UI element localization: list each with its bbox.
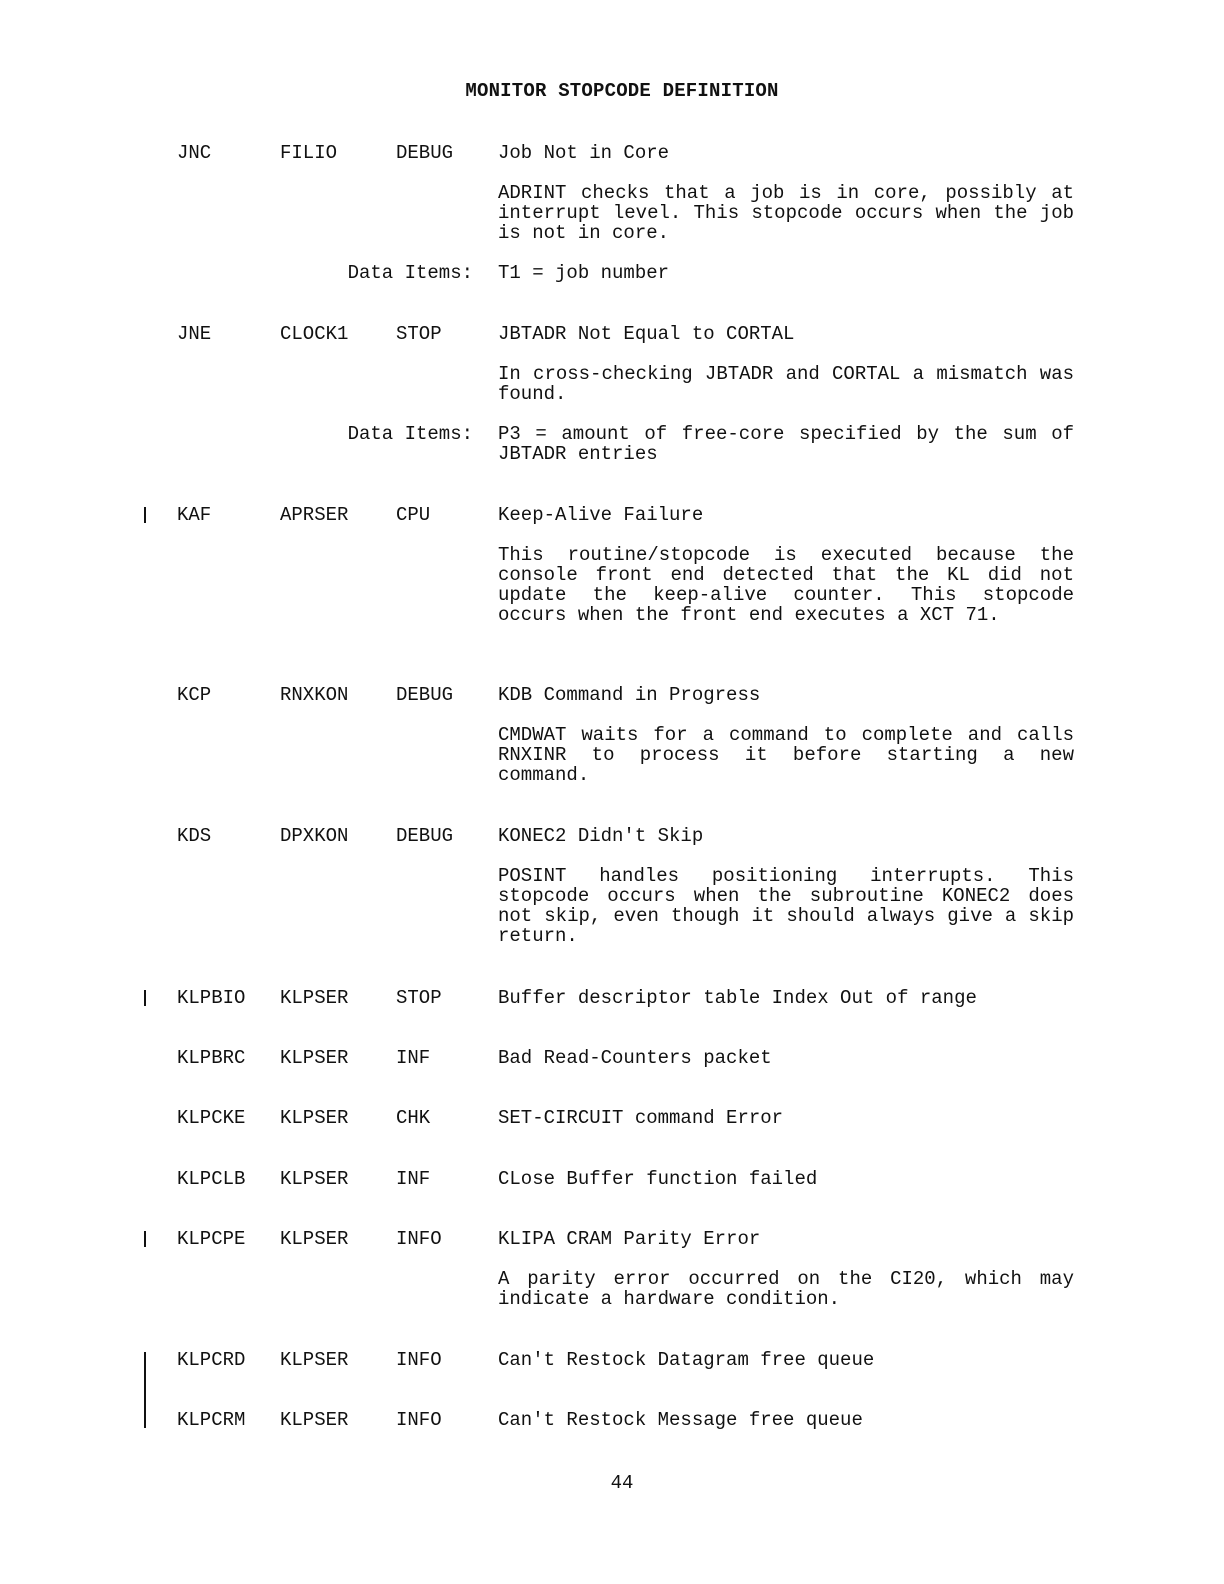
stopcode-name: KLPBRC — [177, 1047, 246, 1069]
stopcode-type: CPU — [396, 504, 431, 526]
stopcode-module: KLPSER — [280, 1228, 349, 1250]
stopcode-title: SET-CIRCUIT command Error — [498, 1107, 784, 1129]
data-items-label: Data Items: — [347, 262, 473, 284]
stopcode-module: KLPSER — [280, 1349, 349, 1371]
stopcode-name: KLPCRM — [177, 1409, 246, 1431]
stopcode-module: APRSER — [280, 504, 349, 526]
stopcode-module: KLPSER — [280, 1168, 349, 1190]
stopcode-type: DEBUG — [396, 684, 454, 706]
stopcode-title: Job Not in Core — [498, 142, 670, 164]
stopcode-type: STOP — [396, 987, 442, 1009]
stopcode-title: JBTADR Not Equal to CORTAL — [498, 323, 795, 345]
data-items-value: T1 = job number — [498, 262, 670, 284]
stopcode-type: INF — [396, 1047, 431, 1069]
stopcode-description: A parity error occurred on the CI20, which may indicate a hardware condition. — [498, 1268, 1074, 1310]
stopcode-module: KLPSER — [280, 1047, 349, 1069]
stopcode-description: In cross-checking JBTADR and CORTAL a mismatch was found. — [498, 363, 1074, 405]
stopcode-type: INFO — [396, 1409, 442, 1431]
stopcode-module: CLOCK1 — [280, 323, 349, 345]
stopcode-module: KLPSER — [280, 987, 349, 1009]
stopcode-type: DEBUG — [396, 142, 454, 164]
stopcode-name: JNC — [177, 142, 212, 164]
stopcode-name: JNE — [177, 323, 212, 345]
stopcode-name: KCP — [177, 684, 212, 706]
stopcode-description: CMDWAT waits for a command to complete and calls RNXINR to process it before starting a new command. — [498, 724, 1074, 786]
change-bar — [144, 1412, 146, 1428]
stopcode-name: KLPCPE — [177, 1228, 246, 1250]
stopcode-title: CLose Buffer function failed — [498, 1168, 818, 1190]
stopcode-name: KLPBIO — [177, 987, 246, 1009]
stopcode-name: KLPCLB — [177, 1168, 246, 1190]
page-number: 44 — [610, 1472, 634, 1494]
page-title: MONITOR STOPCODE DEFINITION — [465, 80, 779, 102]
stopcode-title: KONEC2 Didn't Skip — [498, 825, 704, 847]
stopcode-type: INFO — [396, 1228, 442, 1250]
stopcode-name: KAF — [177, 504, 212, 526]
stopcode-title: KDB Command in Progress — [498, 684, 761, 706]
stopcode-title: Buffer descriptor table Index Out of range — [498, 987, 977, 1009]
stopcode-module: DPXKON — [280, 825, 349, 847]
stopcode-name: KLPCKE — [177, 1107, 246, 1129]
stopcode-type: CHK — [396, 1107, 431, 1129]
stopcode-type: STOP — [396, 323, 442, 345]
stopcode-title: Bad Read-Counters packet — [498, 1047, 772, 1069]
stopcode-description: This routine/stopcode is executed because the console front end detected that the KL did not update the keep-alive counter. This stopcode occurs when the front end executes a XCT 71. — [498, 544, 1074, 626]
stopcode-description: POSINT handles positioning interrupts. This stopcode occurs when the subroutine KONEC2 does not skip, even though it should always give a skip return. — [498, 865, 1074, 947]
change-bar — [144, 1231, 146, 1247]
stopcode-module: RNXKON — [280, 684, 349, 706]
change-bar — [144, 1352, 146, 1420]
stopcode-type: INFO — [396, 1349, 442, 1371]
stopcode-title: Keep-Alive Failure — [498, 504, 704, 526]
stopcode-name: KDS — [177, 825, 212, 847]
stopcode-module: KLPSER — [280, 1409, 349, 1431]
stopcode-type: DEBUG — [396, 825, 454, 847]
data-items-value: P3 = amount of free-core specified by the sum of JBTADR entries — [498, 423, 1074, 465]
stopcode-title: Can't Restock Datagram free queue — [498, 1349, 875, 1371]
stopcode-module: FILIO — [280, 142, 338, 164]
stopcode-type: INF — [396, 1168, 431, 1190]
stopcode-module: KLPSER — [280, 1107, 349, 1129]
stopcode-title: KLIPA CRAM Parity Error — [498, 1228, 761, 1250]
data-items-label: Data Items: — [347, 423, 473, 445]
stopcode-title: Can't Restock Message free queue — [498, 1409, 863, 1431]
stopcode-name: KLPCRD — [177, 1349, 246, 1371]
change-bar — [144, 507, 146, 523]
stopcode-description: ADRINT checks that a job is in core, possibly at interrupt level. This stopcode occurs when the job is not in core. — [498, 182, 1074, 244]
change-bar — [144, 990, 146, 1006]
